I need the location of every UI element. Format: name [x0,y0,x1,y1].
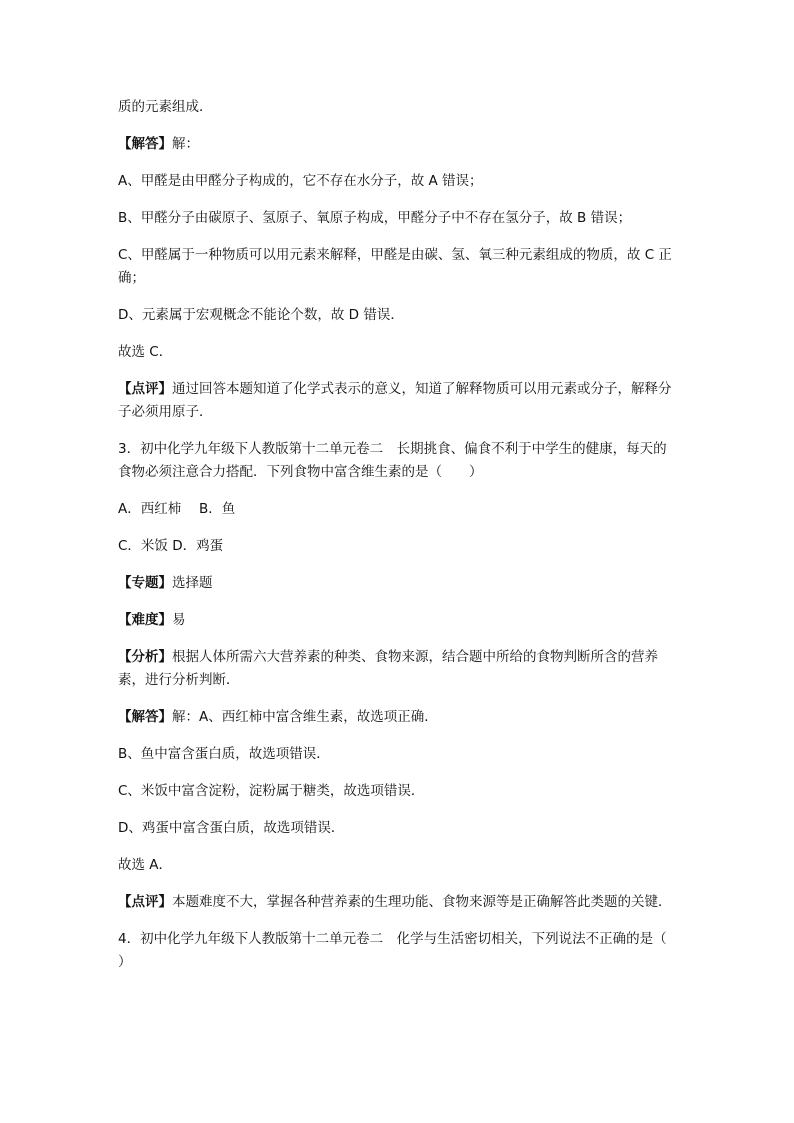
paragraph-text: D、元素属于宏观概念不能论个数，故 D 错误． [118,307,404,323]
paragraph-10 [118,535,678,558]
paragraph-3 [118,207,678,230]
paragraph-11 [118,572,678,595]
section-tag: 【解答】 [118,709,172,725]
paragraph-text: 解：A、西红柿中富含维生素，故选项正确． [172,709,438,725]
document-body [118,96,694,988]
paragraph-17 [118,817,678,840]
paragraph-6 [118,341,678,364]
paragraph-12 [118,609,678,632]
paragraph-7 [118,378,678,424]
paragraph-16 [118,780,678,803]
section-tag: 【难度】 [118,612,172,628]
paragraph-text: 选择题 [172,575,213,591]
section-tag: 【解答】 [118,136,172,152]
paragraph-text: C、甲醛属于一种物质可以用元素来解释，甲醛是由碳、氢、氧三种元素组成的物质，故 C 正确； [118,247,672,286]
paragraph-text: D、鸡蛋中富含蛋白质，故选项错误． [118,820,345,836]
paragraph-text: 故选 A． [118,857,173,873]
paragraph-text: C、米饭中富含淀粉，淀粉属于糖类，故选项错误． [118,783,425,799]
paragraph-15 [118,743,678,766]
paragraph-text: 故选 C． [118,344,173,360]
paragraph-text: 解： [172,136,199,152]
paragraph-4 [118,244,678,290]
section-tag: 【分析】 [118,649,172,665]
paragraph-1 [118,133,678,156]
paragraph-text: 本题难度不大，掌握各种营养素的生理功能、食物来源等是正确解答此类题的关键． [172,894,672,910]
paragraph-5 [118,304,678,327]
paragraph-2 [118,170,678,193]
paragraph-8 [118,438,678,484]
paragraph-9 [118,498,678,521]
paragraph-0 [118,96,678,119]
paragraph-text: C．米饭 D．鸡蛋 [118,538,224,554]
paragraph-text: 通过回答本题知道了化学式表示的意义，知道了解释物质可以用元素或分子，解释分子必须用原子． [118,381,672,420]
paragraph-14 [118,706,678,729]
paragraph-text: B、甲醛分子由碳原子、氢原子、氧原子构成，甲醛分子中不存在氢分子，故 B 错误； [118,210,632,226]
section-tag: 【点评】 [118,894,172,910]
paragraph-text: 易 [172,612,186,628]
paragraph-text: 根据人体所需六大营养素的种类、食物来源，结合题中所给的食物判断所含的营养素，进行分析判断． [118,649,658,688]
paragraph-19 [118,891,678,914]
paragraph-text: A．西红柿 B．鱼 [118,501,236,517]
paragraph-text: 4．初中化学九年级下人教版第十二单元卷二 化学与生活密切相关，下列说法不正确的是（ ） [118,931,694,970]
paragraph-18 [118,854,678,877]
paragraph-13 [118,646,678,692]
paragraph-text: 质的元素组成． [118,99,213,115]
paragraph-20 [118,928,694,974]
paragraph-text: B、鱼中富含蛋白质，故选项错误． [118,746,330,762]
paragraph-text: 3．初中化学九年级下人教版第十二单元卷二 长期挑食、偏食不利于中学生的健康，每天的食物必须注意合力搭配．下列食物中富含维生素的是（ ） [118,441,667,480]
paragraph-text: A、甲醛是由甲醛分子构成的，它不存在水分子，故 A 错误； [118,173,483,189]
section-tag: 【专题】 [118,575,172,591]
section-tag: 【点评】 [118,381,172,397]
